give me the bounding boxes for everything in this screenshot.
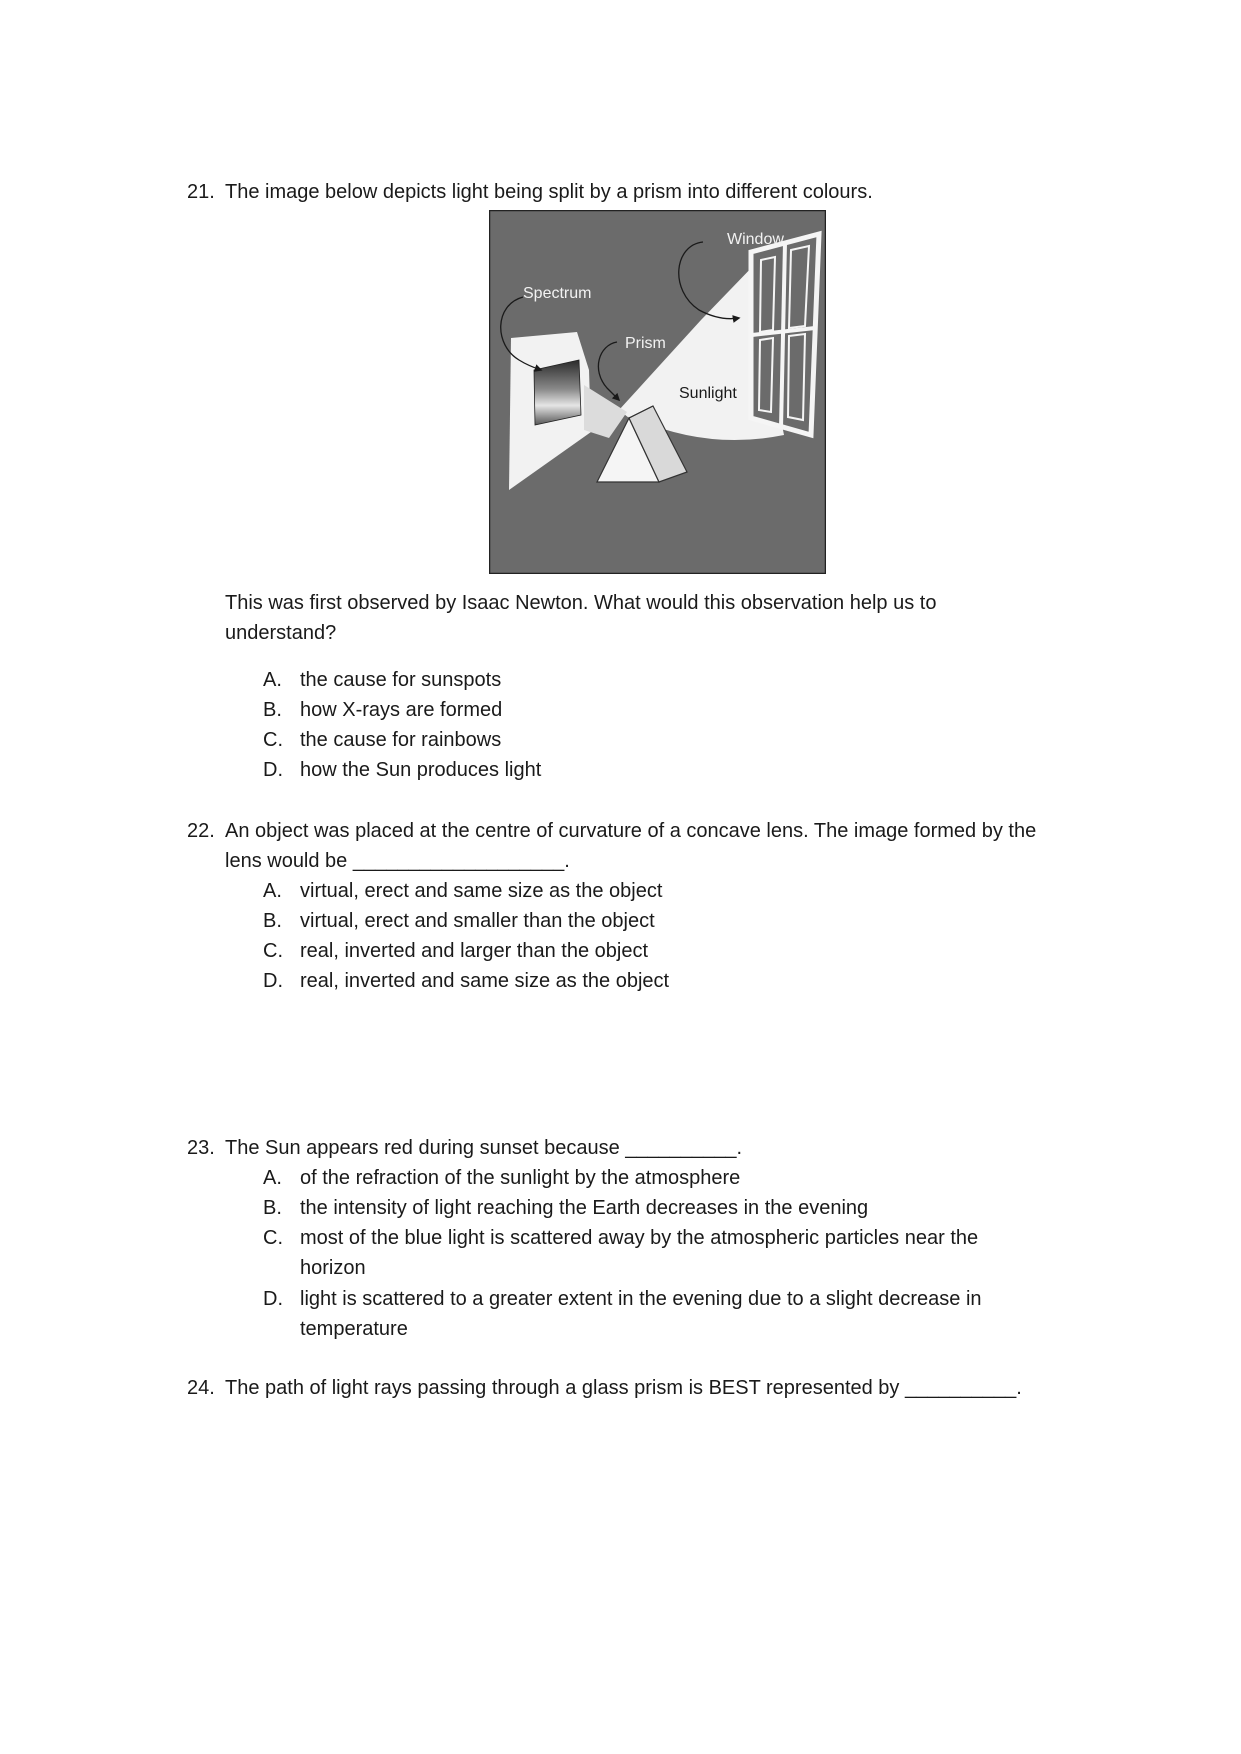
label-sunlight: Sunlight <box>679 385 737 402</box>
option-text: the cause for sunspots <box>300 669 502 691</box>
option-text: real, inverted and same size as the object <box>300 970 670 992</box>
label-spectrum: Spectrum <box>523 285 592 302</box>
option-letter: C. <box>263 1227 283 1249</box>
question-number: 24. <box>187 1377 215 1399</box>
prism-diagram <box>489 210 826 574</box>
option-text: of the refraction of the sunlight by the atmosphere <box>300 1167 741 1189</box>
followup-line: This was first observed by Isaac Newton. What would this observation help us to <box>225 592 937 614</box>
option-text: the intensity of light reaching the Earth decreases in the evening <box>300 1197 869 1219</box>
option-letter: B. <box>263 699 282 721</box>
option-text: the cause for rainbows <box>300 729 502 751</box>
question-stem: An object was placed at the centre of curvature of a concave lens. The image formed by the <box>225 820 1037 842</box>
prism-figure <box>489 210 826 574</box>
option-letter: A. <box>263 669 282 691</box>
option-text: temperature <box>300 1318 408 1340</box>
option-text: virtual, erect and same size as the object <box>300 880 663 902</box>
label-window: Window <box>727 231 784 248</box>
option-text: virtual, erect and smaller than the object <box>300 910 655 932</box>
option-letter: D. <box>263 970 283 992</box>
window-frame <box>751 234 819 435</box>
question-number: 21. <box>187 181 215 203</box>
question-stem: The image below depicts light being split by a prism into different colours. <box>225 181 873 203</box>
option-letter: C. <box>263 729 283 751</box>
option-text: how the Sun produces light <box>300 759 542 781</box>
option-letter: B. <box>263 910 282 932</box>
option-letter: A. <box>263 1167 282 1189</box>
option-letter: A. <box>263 880 282 902</box>
followup-line: understand? <box>225 622 337 644</box>
option-letter: B. <box>263 1197 282 1219</box>
option-text: most of the blue light is scattered away by the atmospheric particles near the <box>300 1227 979 1249</box>
option-text: light is scattered to a greater extent in the evening due to a slight decrease in <box>300 1288 982 1310</box>
option-letter: D. <box>263 759 283 781</box>
question-number: 23. <box>187 1137 215 1159</box>
question-stem: The Sun appears red during sunset because __________. <box>225 1137 743 1159</box>
option-text: real, inverted and larger than the object <box>300 940 648 962</box>
question-number: 22. <box>187 820 215 842</box>
option-letter: D. <box>263 1288 283 1310</box>
option-text: horizon <box>300 1257 366 1279</box>
question-stem: The path of light rays passing through a glass prism is BEST represented by __________. <box>225 1377 1022 1399</box>
question-stem: lens would be ___________________. <box>225 850 570 872</box>
label-prism: Prism <box>625 335 666 352</box>
option-text: how X-rays are formed <box>300 699 503 721</box>
option-letter: C. <box>263 940 283 962</box>
